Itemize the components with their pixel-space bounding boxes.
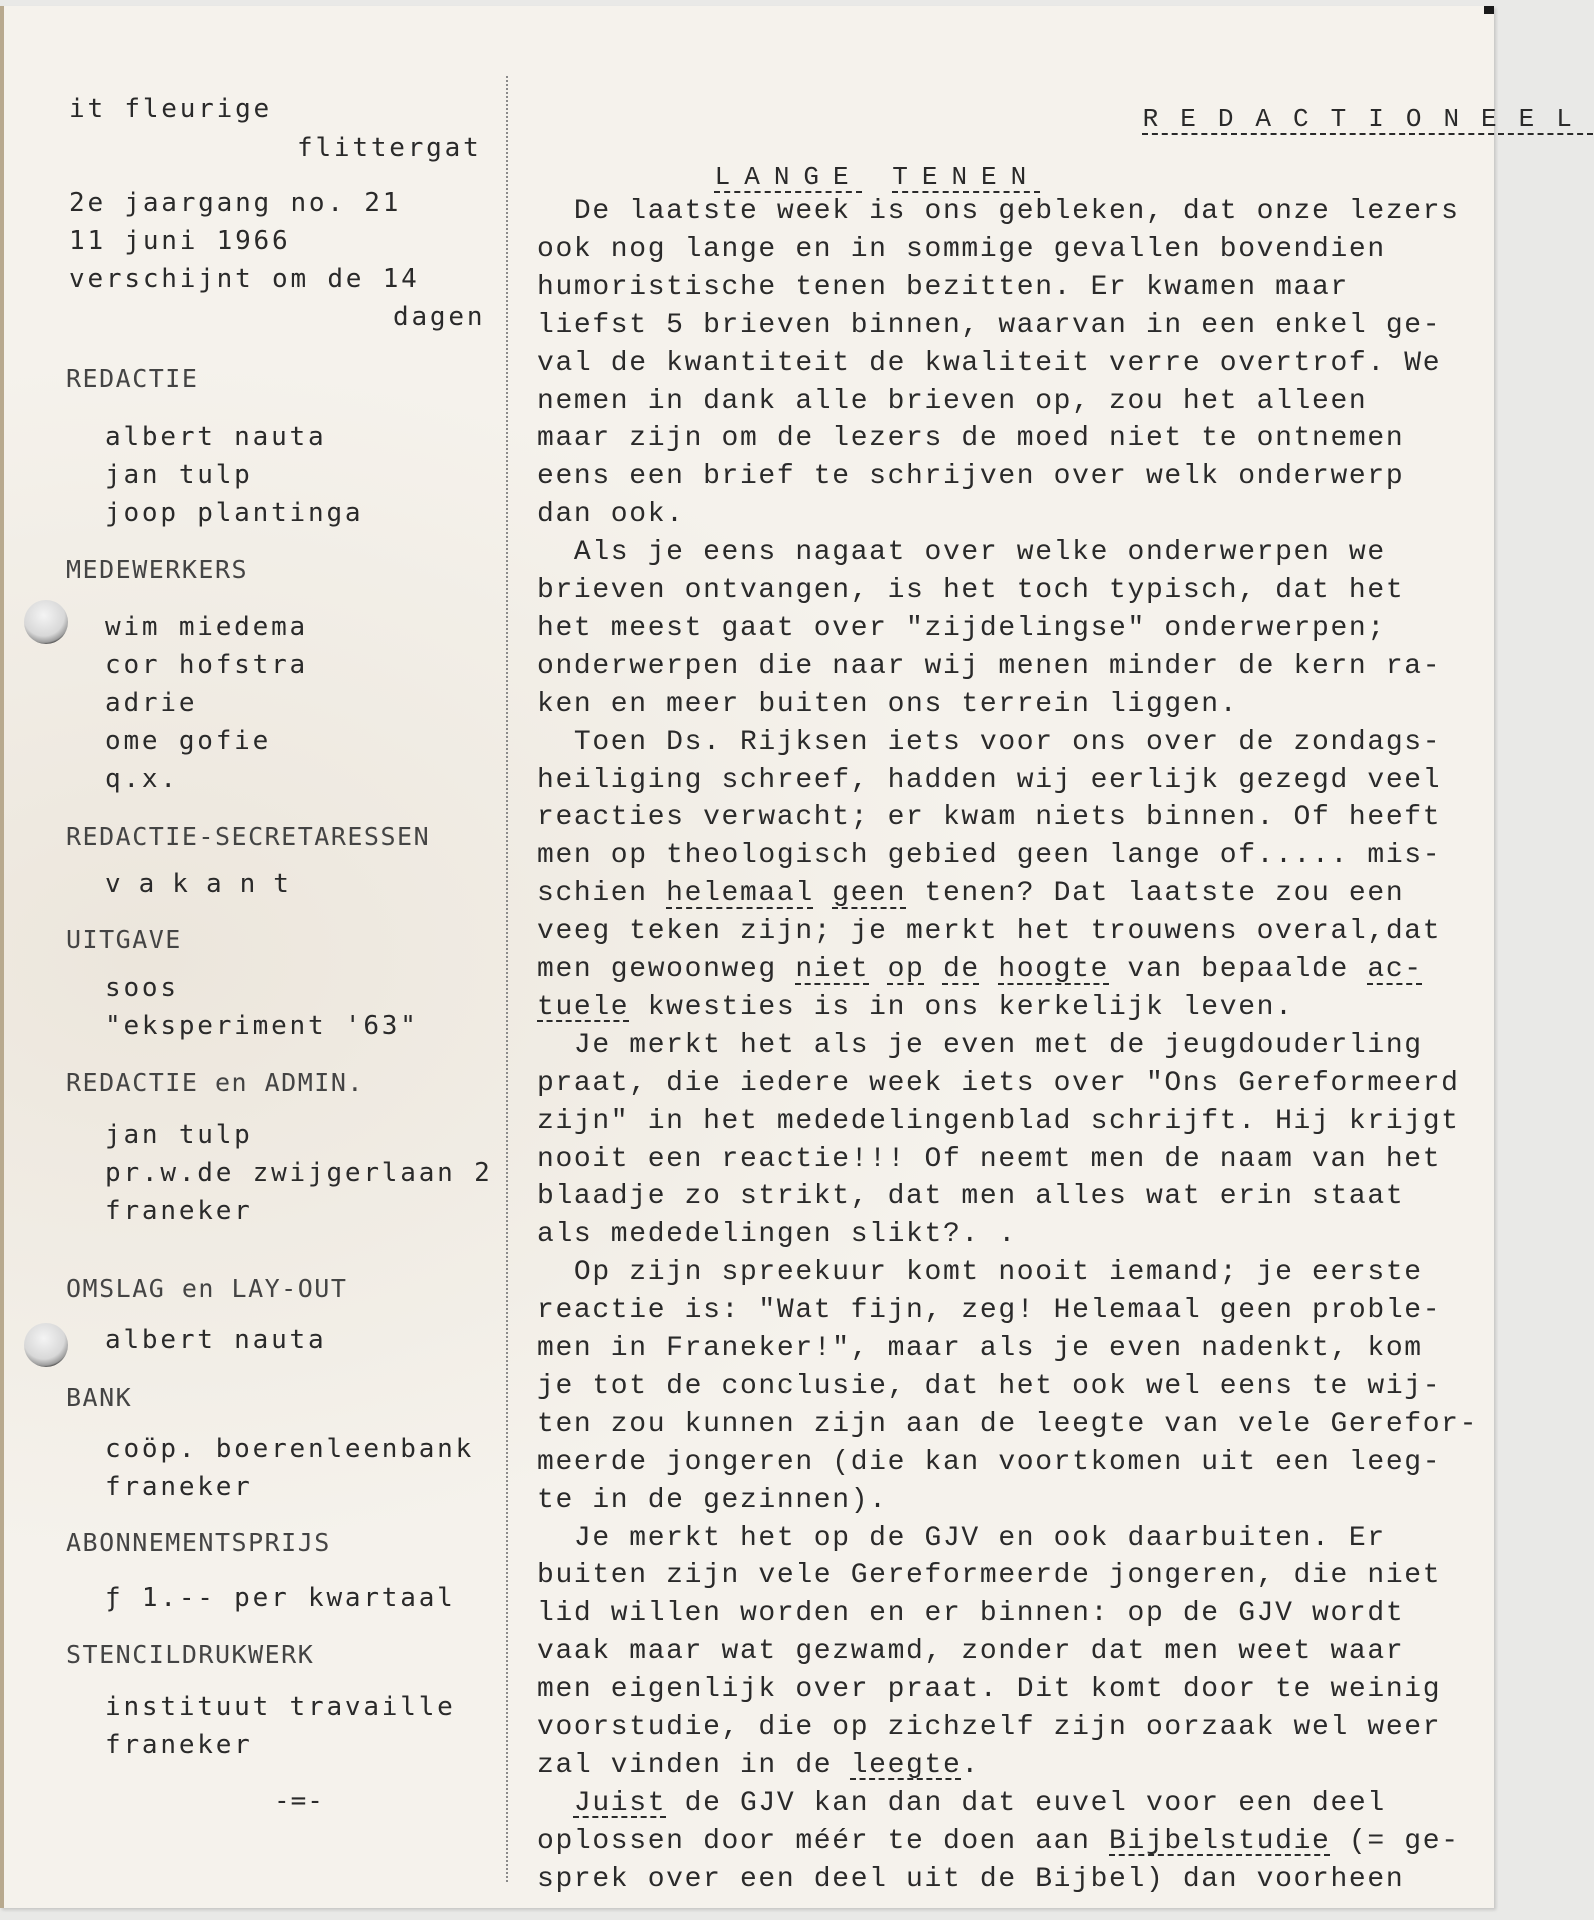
colophon-entry: joop plantinga [105, 498, 364, 528]
article-line: het meest gaat over "zijdelingse" onderwerpen; [537, 612, 1386, 644]
article-title-word: TENEN [892, 162, 1041, 192]
article-line: sprek over een deel uit de Bijbel) dan voorheen [537, 1863, 1405, 1895]
article-line: val de kwantiteit de kwaliteit verre overtrof. We [537, 347, 1442, 379]
colophon-entry: jan tulp [105, 1120, 253, 1150]
article-line: lid willen worden en er binnen: op de GJV wordt [537, 1598, 1405, 1630]
article-line: schien helemaal geen tenen? Dat laatste zou een [537, 878, 1405, 910]
article-line: ken en meer buiten ons terrein liggen. [537, 688, 1239, 720]
colophon-entry: instituut travaille [105, 1692, 456, 1722]
colophon-heading: ABONNEMENTSPRIJS [66, 1528, 331, 1557]
article-line: onderwerpen die naar wij menen minder de kern ra- [537, 650, 1442, 682]
article-line: Juist de GJV kan dan dat euvel voor een deel [573, 1787, 1386, 1819]
masthead-issue: 2e jaargang no. 21 [69, 188, 402, 218]
article-line: Je merkt het op de GJV en ook daarbuiten. Er [537, 1522, 1386, 1554]
article-line: men gewoonweg niet op de hoogte van bepaalde ac- [537, 954, 1423, 985]
colophon-heading: REDACTIE [66, 364, 199, 393]
punch-hole-icon [24, 1323, 68, 1367]
colophon-entry: franeker [105, 1196, 253, 1226]
article-line: Als je eens nagaat over welke onderwerpen we [537, 537, 1386, 569]
colophon-entry: franeker [105, 1472, 253, 1502]
article-line: nooit een reactie!!! Of neemt men de naam van het [537, 1143, 1442, 1175]
masthead-title-line1: it fleurige [69, 94, 272, 124]
underlined-word: leegte [850, 1749, 962, 1781]
colophon-entry: q.x. [105, 764, 179, 794]
article-line: heiliging schreef, hadden wij eerlijk gezegd veel [537, 764, 1442, 796]
colophon-entry: franeker [105, 1730, 253, 1760]
article-line: dan ook. [537, 499, 685, 531]
article-line: nemen in dank alle brieven op, zou het alleen [537, 385, 1368, 417]
colophon-entry: jan tulp [105, 460, 253, 490]
colophon-entry: soos [105, 973, 179, 1003]
section-title-text: REDACTIONEEL [1142, 104, 1594, 134]
colophon-entry: coöp. boerenleenbank [105, 1434, 475, 1464]
article-line: zal vinden in de leegte. [537, 1749, 980, 1781]
article-line: buiten zijn vele Gereformeerde jongeren, die niet [537, 1560, 1442, 1592]
article-line: je tot de conclusie, dat het ook wel eens te wij- [537, 1370, 1442, 1402]
colophon-entry: albert nauta [105, 422, 327, 452]
article-line: men op theologisch gebied geen lange of..... mis- [537, 840, 1442, 872]
article-line: meerde jongeren (die kan voortkomen uit een leeg- [537, 1446, 1442, 1478]
colophon-heading: REDACTIE-SECRETARESSEN [66, 822, 431, 851]
masthead-frequency-cont: dagen [393, 302, 486, 332]
colophon-entry: adrie [105, 688, 198, 718]
colophon-entry: vakant [105, 869, 307, 899]
colophon-heading: MEDEWERKERS [66, 555, 249, 584]
masthead-date: 11 juni 1966 [69, 226, 291, 256]
underlined-word: Juist [573, 1787, 667, 1819]
underlined-word: de [942, 954, 980, 985]
masthead-frequency: verschijnt om de 14 [69, 264, 420, 294]
article-line: eens een brief te schrijven over welk onderwerp [537, 461, 1405, 493]
article-line: blaadje zo strikt, dat men alles wat erin staat [537, 1181, 1405, 1213]
underlined-word: Bijbelstudie [1109, 1825, 1331, 1857]
article-line: zijn" in het mededelingenblad schrijft. Hij krijgt [537, 1105, 1460, 1137]
article-line: Op zijn spreekuur komt nooit iemand; je eerste [537, 1257, 1423, 1289]
underlined-word: geen [832, 878, 907, 910]
masthead-title-line2: flittergat [297, 133, 482, 163]
article-line: De laatste week is ons gebleken, dat onze lezers [537, 196, 1460, 227]
colophon-entry: pr.w.de zwijgerlaan 2 [105, 1158, 493, 1188]
colophon-entry: cor hofstra [105, 650, 308, 680]
article-line: praat, die iedere week iets over "Ons Gereformeerd [537, 1067, 1460, 1099]
colophon-heading: UITGAVE [66, 925, 182, 954]
colophon-heading: STENCILDRUKWERK [66, 1640, 315, 1669]
colophon-entry: albert nauta [105, 1325, 327, 1355]
article-line: ook nog lange en in sommige gevallen bovendien [537, 233, 1386, 265]
colophon-heading: REDACTIE en ADMIN. [66, 1068, 364, 1097]
underlined-word: hoogte [998, 954, 1110, 985]
column-divider [506, 76, 508, 1882]
article-line: humoristische tenen bezitten. Er kwamen maar [537, 271, 1349, 303]
article-line: men eigenlijk over praat. Dit komt door te weinig [537, 1674, 1442, 1706]
colophon-entry: ƒ 1.-- per kwartaal [105, 1583, 456, 1613]
article-line: vaak maar wat gezwamd, zonder dat men weet waar [537, 1636, 1405, 1668]
article-line: reactie is: "Wat fijn, zeg! Helemaal geen proble- [537, 1295, 1442, 1327]
article-line: als mededelingen slikt?. . [537, 1219, 1017, 1251]
article-line: reacties verwacht; er kwam niets binnen. Of heeft [537, 802, 1442, 834]
paper-edge [0, 6, 4, 1908]
scan-corner [1484, 6, 1494, 14]
article-line: ten zou kunnen zijn aan de leegte van vele Gerefor- [537, 1408, 1479, 1440]
colophon-entry: "eksperiment '63" [105, 1011, 419, 1041]
article-line: oplossen door méér te doen aan Bijbelstudie (= ge- [537, 1825, 1460, 1857]
article-line: brieven ontvangen, is het toch typisch, dat het [537, 575, 1405, 606]
colophon-heading: OMSLAG en LAY-OUT [66, 1274, 348, 1303]
article-line: maar zijn om de lezers de moed niet te ontnemen [537, 423, 1405, 455]
underlined-word: tuele [537, 991, 630, 1023]
colophon-entry: wim miedema [105, 612, 308, 642]
article-line: tuele kwesties is in ons kerkelijk leven. [537, 991, 1294, 1023]
article-line: te in de gezinnen). [537, 1484, 888, 1516]
underlined-word: helemaal [666, 878, 814, 910]
colophon-end-mark: -=- [274, 1786, 324, 1816]
article-line: veeg teken zijn; je merkt het trouwens overal,dat [537, 916, 1442, 948]
punch-hole-icon [24, 600, 68, 644]
article-line: Toen Ds. Rijksen iets voor ons over de zondags- [537, 726, 1442, 758]
underlined-word: op [887, 954, 925, 985]
article-line: liefst 5 brieven binnen, waarvan in een enkel ge- [537, 309, 1442, 341]
article-title-word: LANGE [714, 162, 863, 192]
colophon-heading: BANK [66, 1383, 133, 1412]
underlined-word: ac- [1367, 954, 1423, 985]
underlined-word: niet [795, 954, 870, 985]
colophon-entry: ome gofie [105, 726, 272, 756]
article-line: Je merkt het als je even met de jeugdouderling [537, 1029, 1423, 1061]
article-line: men in Franeker!", maar als je even nadenkt, kom [537, 1333, 1423, 1364]
article-line: voorstudie, die op zichzelf zijn oorzaak wel weer [537, 1712, 1442, 1743]
newsletter-page [0, 6, 1594, 1908]
